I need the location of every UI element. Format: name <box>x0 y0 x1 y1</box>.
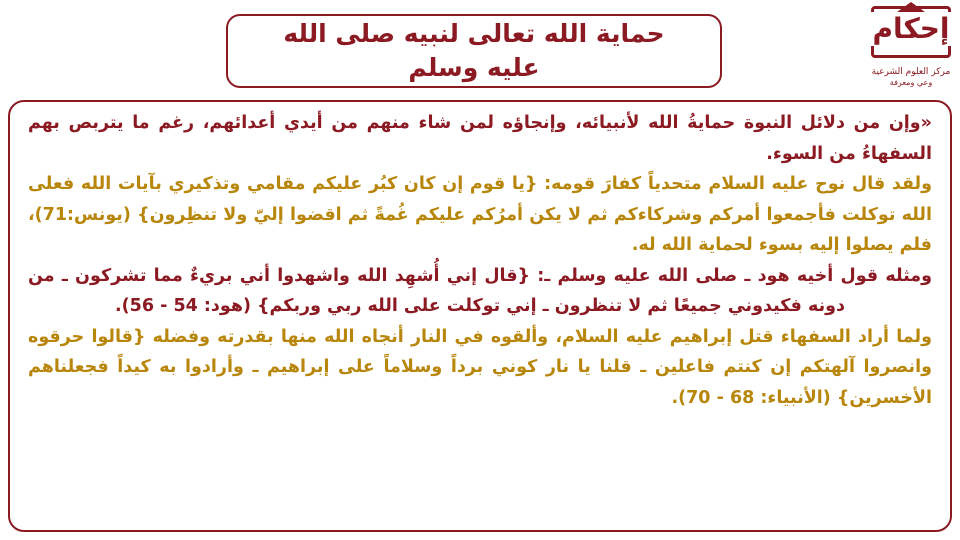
logo-subtitle: مركز العلوم الشرعية <box>871 67 951 77</box>
title-box <box>226 14 722 88</box>
paragraph-intro: «وإن من دلائل النبوة حمايةُ الله لأنبيائه، وإنجاؤه لمن شاء منهم من أيدي أعدائهم، رغم ما يتربص بهم السفهاءُ من السوء. <box>28 113 932 164</box>
paragraph-ibrahim: ولما أراد السفهاء قتل إبراهيم عليه السلام، وألقوه في النار أنجاه الله منها بقدرته وفضله {قالوا حرقوه وانصروا آلهتكم إن كنتم فاعلين ـ قلنا يا نار كوني برداً وسلاماً على إبراهيم ـ وأرادوا به كيداً فجعلناهم الأخسرين} (الأنبياء: 68 - 70). <box>28 326 932 408</box>
page-title: حماية الله تعالى لنبيه صلى الله عليه وسلم <box>283 19 665 82</box>
content-box <box>8 100 952 532</box>
logo-word: إحكام <box>867 12 955 46</box>
logo-mark <box>867 2 955 64</box>
logo <box>864 2 958 98</box>
paragraph-noah: ولقد قال نوح عليه السلام متحدياً كفارَ قومه: {يا قوم إن كان كبُر عليكم مقامي وتذكيري بآيات الله فعلى الله توكلت فأجمعوا أمركم وشركاءكم ثم لا يكن أمرُكم عليكم غُمةً ثم اقضوا إليّ ولا تنظِرون} (يونس:71)، فلم يصلوا إليه بسوء لحماية الله له. <box>28 174 932 255</box>
logo-tagline: وعي ومعرفة <box>889 78 933 87</box>
paragraph-hud: ومثله قول أخيه هود ـ صلى الله عليه وسلم ـ: {قال إني أُشهِد الله واشهدوا أني بريءٌ مما تشركون ـ من دونه فكيدوني جميعًا ثم لا تنظرون ـ إني توكلت على الله ربي وربكم} (هود: 54 - 56). <box>28 265 932 316</box>
